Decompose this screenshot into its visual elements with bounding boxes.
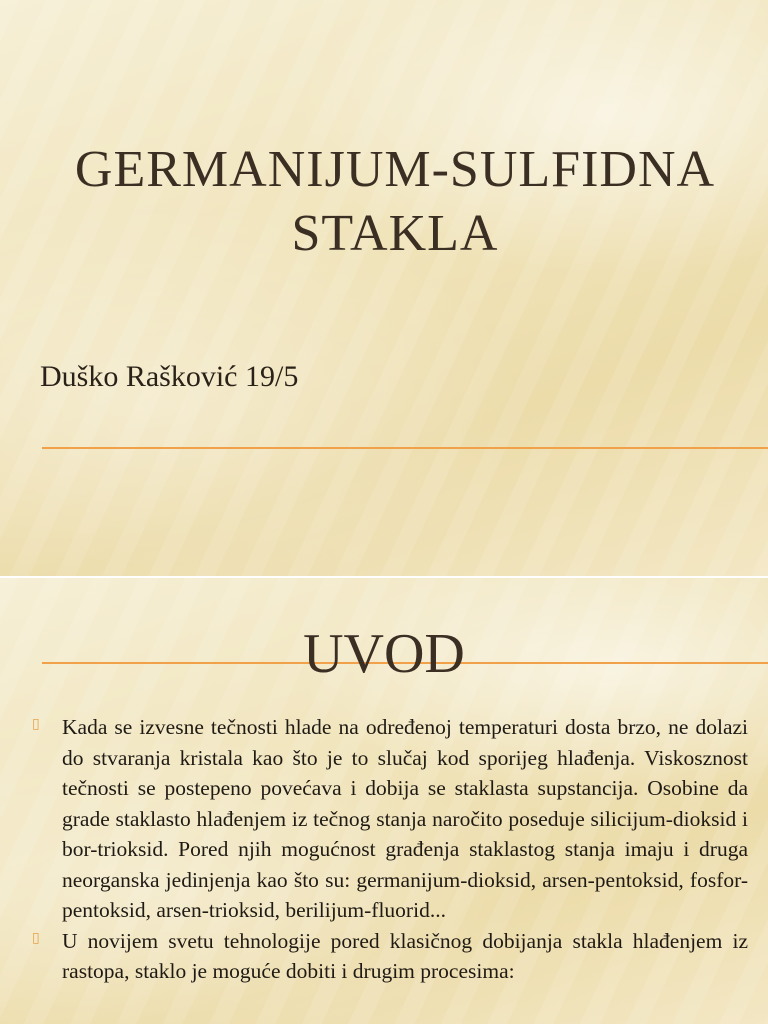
content-slide xyxy=(0,578,768,1024)
list-item xyxy=(30,712,748,926)
list-item xyxy=(30,926,748,987)
slide-subtitle: Duško Rašković 19/5 xyxy=(40,360,299,393)
slide-title: GERMANIJUM-SULFIDNA STAKLA xyxy=(74,141,716,262)
slide-title: UVOD xyxy=(303,623,465,685)
square-bullet-icon: ▯ xyxy=(32,930,40,946)
bullet-list xyxy=(30,712,748,987)
bullet-text: Kada se izvesne tečnosti hlade na određenoj temperaturi dosta brzo, ne dolazi do stvaranja kristala kao što je to slučaj kod sporijeg hlađenja. Viskosznost tečnosti se postepeno povećava i dobija se staklasta supstancija. Osobine da grade staklasto hlađenjem iz tečnog stanja naročito poseduje silicijum-dioksid i bor-trioksid. Pored njih mogućnost građenja staklastog stanja imaju i druga neorganska jedinjenja kao što su: germanijum-dioksid, arsen-pentoksid, fosfor-pentoksid, arsen-trioksid, berilijum-fluorid... xyxy=(62,715,748,922)
bullet-text: U novijem svetu tehnologije pored klasičnog dobijanja stakla hlađenjem iz rastopa, staklo je moguće dobiti i drugim procesima: xyxy=(62,928,748,983)
accent-divider xyxy=(42,447,768,449)
square-bullet-icon: ▯ xyxy=(32,717,40,732)
